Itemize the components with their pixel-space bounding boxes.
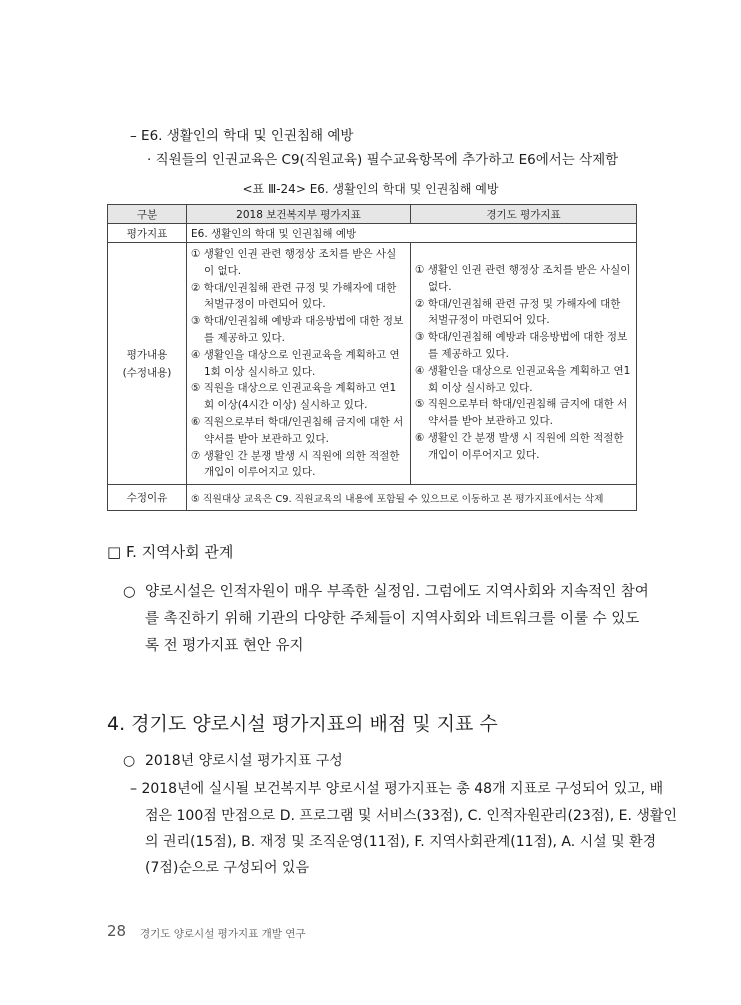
section-4-line4: (7점)순으로 구성되어 있음: [145, 860, 309, 876]
table-row-indicator: [108, 224, 637, 243]
section-f-line1: [123, 580, 649, 601]
section-4-line3: 의 권리(15점), B. 재정 및 조직운영(11점), F. 지역사회관계(11점), A. 시설 및 환경: [145, 834, 657, 850]
ministry-criterion-4: ④ 생활인을 대상으로 인권교육을 계획하고 연1회 이상 실시하고 있다.: [191, 348, 400, 378]
indicator-value: E6. 생활인의 학대 및 인권침해 예방: [187, 224, 637, 243]
reason-value: ⑤ 직원대상 교육은 C9. 직원교육의 내용에 포함될 수 있으므로 이동하고 본 평가지표에서는 삭제: [187, 485, 637, 511]
ministry-criterion-7: ⑦ 생활인 간 분쟁 발생 시 직원에 의한 적절한 개입이 이루어지고 있다.: [191, 449, 400, 479]
section-4-subheading: [123, 750, 343, 770]
row-label-content: [108, 243, 187, 485]
ministry-criterion-2: ② 학대/인권침해 관련 규정 및 가해자에 대한 처벌규정이 마련되어 있다.: [191, 281, 397, 311]
header-gyeonggi: 경기도 평가지표: [411, 205, 637, 224]
section-f-line2: 를 촉진하기 위해 기관의 다양한 주체들이 지역사회와 네트워크를 이룰 수 있도: [145, 611, 640, 627]
gyeonggi-criterion-1: ① 생활인 인권 관련 행정상 조치를 받은 사실이 없다.: [415, 264, 631, 293]
footer-title: 경기도 양로시설 평가지표 개발 연구: [140, 928, 306, 940]
table-caption: <표 Ⅲ-24> E6. 생활인의 학대 및 인권침해 예방: [242, 182, 499, 196]
row-label-reason: 수정이유: [108, 485, 187, 511]
gyeonggi-criterion-5: ⑤ 직원으로부터 학대/인권침해 금지에 대한 서약서를 받아 보관하고 있다.: [415, 398, 628, 428]
table-header-row: [108, 205, 637, 224]
section-4-heading: 4. 경기도 양로시설 평가지표의 배점 및 지표 수: [107, 713, 498, 735]
ministry-criterion-6: ⑥ 직원으로부터 학대/인권침해 금지에 대한 서약서를 받아 보관하고 있다.: [191, 415, 404, 445]
section-e6-heading: – E6. 생활인의 학대 및 인권침해 예방: [130, 128, 354, 144]
circle-bullet-icon: ○: [123, 753, 136, 769]
section-e6-note: · 직원들의 인권교육은 C9(직원교육) 필수교육항목에 추가하고 E6에서는 삭제함: [147, 152, 619, 168]
table-row-reason: [108, 485, 637, 511]
gyeonggi-criterion-4: ④ 생활인을 대상으로 인권교육을 계획하고 연1회 이상 실시하고 있다.: [415, 364, 631, 394]
section-4-subheading-text: 2018년 양로시설 평가지표 구성: [145, 753, 343, 769]
gyeonggi-criterion-3: ③ 학대/인권침해 예방과 대응방법에 대한 정보를 제공하고 있다.: [415, 331, 628, 360]
gyeonggi-criteria-list: [411, 243, 637, 485]
row-label-content-line1: 평가내용: [126, 348, 168, 361]
section-4-line1: – 2018년에 실시될 보건복지부 양로시설 평가지표는 총 48개 지표로 구성되어 있고, 배: [130, 781, 664, 797]
table-row-content: [108, 243, 637, 485]
section-f-line3: 록 전 평가지표 현안 유지: [145, 638, 304, 654]
circle-bullet-icon: ○: [123, 584, 136, 600]
page-number: 28: [107, 922, 127, 940]
ministry-criterion-1: ① 생활인 인권 관련 행정상 조치를 받은 사실이 없다.: [191, 248, 397, 277]
gyeonggi-criterion-2: ② 학대/인권침해 관련 규정 및 가해자에 대한 처벌규정이 마련되어 있다.: [415, 297, 621, 327]
ministry-criteria-list: [187, 243, 411, 485]
ministry-criterion-3: ③ 학대/인권침해 예방과 대응방법에 대한 정보를 제공하고 있다.: [191, 315, 404, 344]
row-label-content-line2: (수정내용): [122, 366, 172, 379]
section-f-heading: □ F. 지역사회 관계: [107, 543, 234, 561]
gyeonggi-criterion-6: ⑥ 생활인 간 분쟁 발생 시 직원에 의한 적절한 개입이 이루어지고 있다.: [415, 431, 624, 461]
ministry-criterion-5: ⑤ 직원을 대상으로 인권교육을 계획하고 연1회 이상(4시간 이상) 실시하고 있다.: [191, 382, 397, 412]
header-category: 구분: [108, 205, 187, 224]
row-label-indicator: 평가지표: [108, 224, 187, 243]
header-ministry-2018: 2018 보건복지부 평가지표: [187, 205, 411, 224]
section-f-text-1: 양로시설은 인적자원이 매우 부족한 실정임. 그럼에도 지역사회와 지속적인 참여: [145, 584, 649, 600]
section-4-line2: 점은 100점 만점으로 D. 프로그램 및 서비스(33점), C. 인적자원관리(23점), E. 생활인: [145, 808, 677, 824]
comparison-table: [107, 204, 637, 511]
